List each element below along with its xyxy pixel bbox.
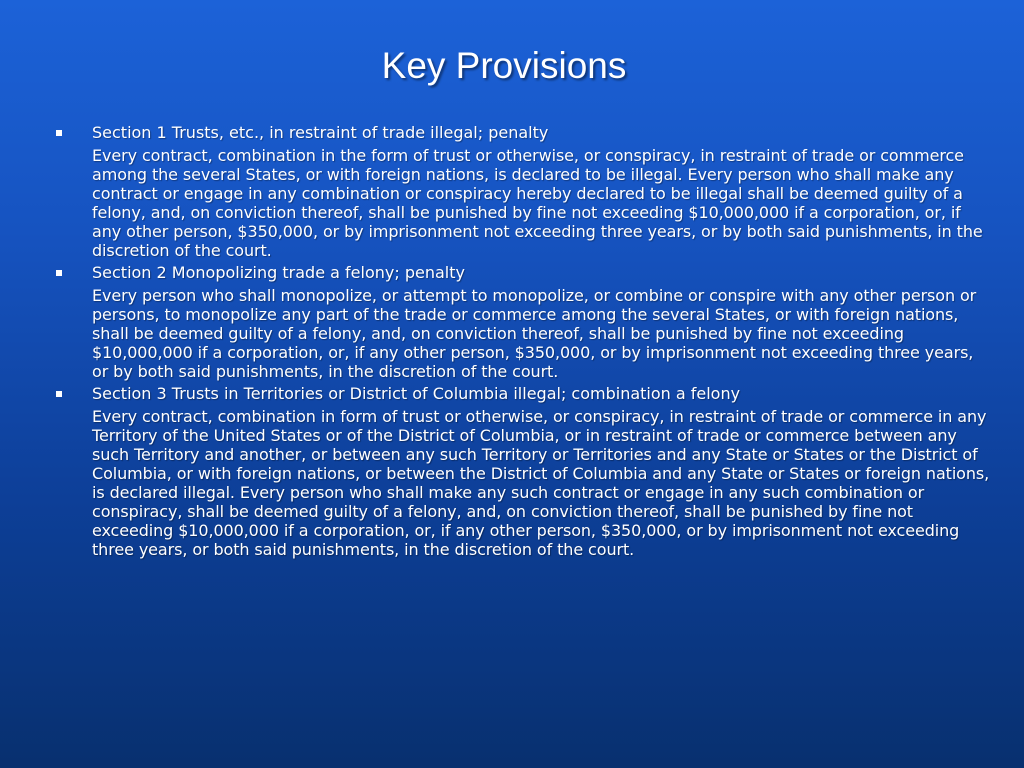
section-3-body: Every contract, combination in form of trust or otherwise, or conspiracy, in restraint of trade or commerce in any Territory of the United States or of the District of Columbia, or in restraint of trade or commerce between any such Territory and another, or between any such Territory or Territories and any State or States or the District of Columbia, or with foreign nations, or between the District of Columbia and any State or States or foreign nations, is declared illegal. Every person who shall make any such contract or engage in any such combination or conspiracy, shall be deemed guilty of a felony, and, on conviction thereof, shall be punished by fine not exceeding $10,000,000 if a corporation, or, if any other person, $350,000, or by imprisonment not exceeding three years, or both said punishments, in the discretion of the court. <box>92 407 990 559</box>
section-1-heading: Section 1 Trusts, etc., in restraint of trade illegal; penalty <box>92 123 549 142</box>
section-2 <box>50 263 994 381</box>
bullet-square-icon <box>50 263 92 282</box>
section-1-heading-row <box>50 123 994 142</box>
section-1-body: Every contract, combination in the form of trust or otherwise, or conspiracy, in restraint of trade or commerce among the several States, or with foreign nations, is declared to be illegal. Every person who shall make any contract or engage in any combination or conspiracy hereby declared to be illegal shall be deemed guilty of a felony, and, on conviction thereof, shall be punished by fine not exceeding $10,000,000 if a corporation, or, if any other person, $350,000, or by imprisonment not exceeding three years, or by both said punishments, in the discretion of the court. <box>92 146 983 260</box>
bullet-square-icon <box>50 123 92 142</box>
slide-title: Key Provisions <box>381 45 627 86</box>
section-3 <box>50 384 994 559</box>
slide-content <box>50 123 994 562</box>
section-3-heading-row <box>50 384 994 403</box>
section-2-body: Every person who shall monopolize, or attempt to monopolize, or combine or conspire with any other person or persons, to monopolize any part of the trade or commerce among the several States, or with foreign nations, shall be deemed guilty of a felony, and, on conviction thereof, shall be punished by fine not exceeding $10,000,000 if a corporation, or, if any other person, $350,000, or by imprisonment not exceeding three years, or by both said punishments, in the discretion of the court. <box>92 286 977 381</box>
section-3-heading: Section 3 Trusts in Territories or District of Columbia illegal; combination a felony <box>92 384 741 403</box>
section-1 <box>50 123 994 260</box>
section-2-heading: Section 2 Monopolizing trade a felony; penalty <box>92 263 465 282</box>
section-2-heading-row <box>50 263 994 282</box>
bullet-square-icon <box>50 384 92 403</box>
